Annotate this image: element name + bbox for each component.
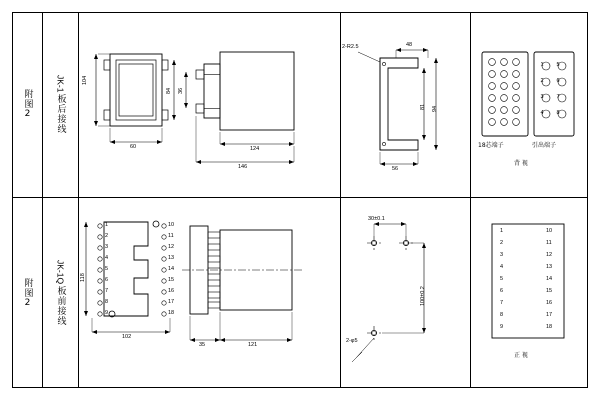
dim-row2-h1: 118 [80, 273, 86, 282]
table-right-13: 13 [546, 264, 553, 270]
dim-row1-radius: 2-R2.5 [342, 44, 359, 50]
terminal-num-left-3: 3 [540, 94, 544, 100]
table-left-8: 8 [500, 312, 504, 318]
pin-right-10: 10 [168, 222, 175, 228]
table-left-9: 9 [500, 324, 504, 330]
pin-left-3: 3 [105, 244, 109, 250]
row2-outline-svg [78, 198, 340, 388]
row1-section-svg [340, 12, 470, 197]
dim-row1-h4: 81 [420, 103, 426, 110]
terminal-num-right-3: 7 [556, 94, 560, 100]
table-right-11: 11 [546, 240, 552, 246]
terminal-num-left-1: 1 [540, 62, 544, 68]
terminal-num-right-2: 6 [556, 78, 560, 84]
pin-left-5: 5 [105, 266, 109, 272]
dim-row1-h1: 104 [82, 75, 88, 85]
pin-right-13: 13 [168, 255, 175, 261]
dim-row2-tol-h: 100±0.2 [420, 286, 426, 306]
dim-row1-w5: 56 [392, 166, 399, 172]
table-left-7: 7 [500, 300, 504, 306]
terminal-left-caption: 18芯端子 [478, 142, 504, 149]
table-left-5: 5 [500, 276, 504, 282]
pin-left-2: 2 [105, 233, 109, 239]
row1-panel-caption: 背 视 [514, 160, 528, 167]
dim-row2-w2: 35 [199, 342, 206, 348]
row1-outline-svg [78, 12, 340, 197]
row2-panel-caption: 正 视 [514, 352, 528, 359]
dim-row1-h3: 36 [178, 87, 184, 94]
table-left-2: 2 [500, 240, 504, 246]
row1-section-view [340, 12, 470, 197]
pin-left-6: 6 [105, 277, 109, 283]
dim-row1-h5: 94 [432, 105, 438, 112]
pin-left-7: 7 [105, 288, 109, 294]
table-right-14: 14 [546, 276, 553, 282]
dim-row1-w3: 146 [238, 164, 248, 170]
pin-right-17: 17 [168, 299, 175, 305]
terminal-num-right-4: 8 [556, 110, 560, 116]
dim-row1-w1: 60 [130, 144, 137, 150]
pin-left-1: 1 [105, 222, 109, 228]
row1-figure-label: 附图2 [22, 89, 33, 120]
pin-right-12: 12 [168, 244, 175, 250]
pin-right-16: 16 [168, 288, 175, 294]
row2-hole-svg [340, 198, 470, 388]
row2-model-label: JK-1Q 板前接线 [55, 259, 66, 327]
row1-outline-views [78, 12, 340, 197]
row2-hole-pattern [340, 198, 470, 388]
row1-terminal-svg [470, 12, 588, 197]
table-right-17: 17 [546, 312, 553, 318]
terminal-num-left-2: 2 [540, 78, 544, 84]
table-right-18: 18 [546, 324, 553, 330]
table-right-15: 15 [546, 288, 553, 294]
row1-model-label: JK-1 板后接线 [55, 74, 66, 135]
table-left-1: 1 [500, 228, 504, 234]
pin-right-11: 11 [168, 233, 174, 239]
terminal-num-left-4: 4 [540, 110, 544, 116]
dim-row2-w1: 102 [122, 334, 132, 340]
dim-row2-tol-w: 30±0.1 [368, 216, 385, 222]
dim-row2-hole: 2-φ5 [346, 338, 358, 344]
table-left-4: 4 [500, 264, 504, 270]
table-right-12: 12 [546, 252, 553, 258]
table-right-10: 10 [546, 228, 553, 234]
pin-right-14: 14 [168, 266, 175, 272]
pin-left-8: 8 [105, 299, 109, 305]
dim-row1-h2: 84 [166, 87, 172, 94]
table-right-16: 16 [546, 300, 553, 306]
pin-right-15: 15 [168, 277, 175, 283]
pin-right-18: 18 [168, 310, 175, 316]
row2-terminal-table [470, 198, 588, 388]
row2-figure-label: 附图2 [22, 277, 33, 309]
terminal-right-caption: 引出端子 [532, 142, 557, 149]
row1-terminal-layout [470, 12, 588, 197]
table-left-3: 3 [500, 252, 504, 258]
row2-table-svg [470, 198, 588, 388]
dim-row1-w4: 48 [406, 42, 413, 48]
pin-left-4: 4 [105, 255, 109, 261]
dim-row1-w2: 124 [250, 146, 260, 152]
terminal-num-right-1: 5 [556, 62, 560, 68]
row2-outline-views [78, 198, 340, 388]
dim-row2-w3: 121 [248, 342, 258, 348]
table-left-6: 6 [500, 288, 504, 294]
pin-left-9: 9 [105, 310, 109, 316]
